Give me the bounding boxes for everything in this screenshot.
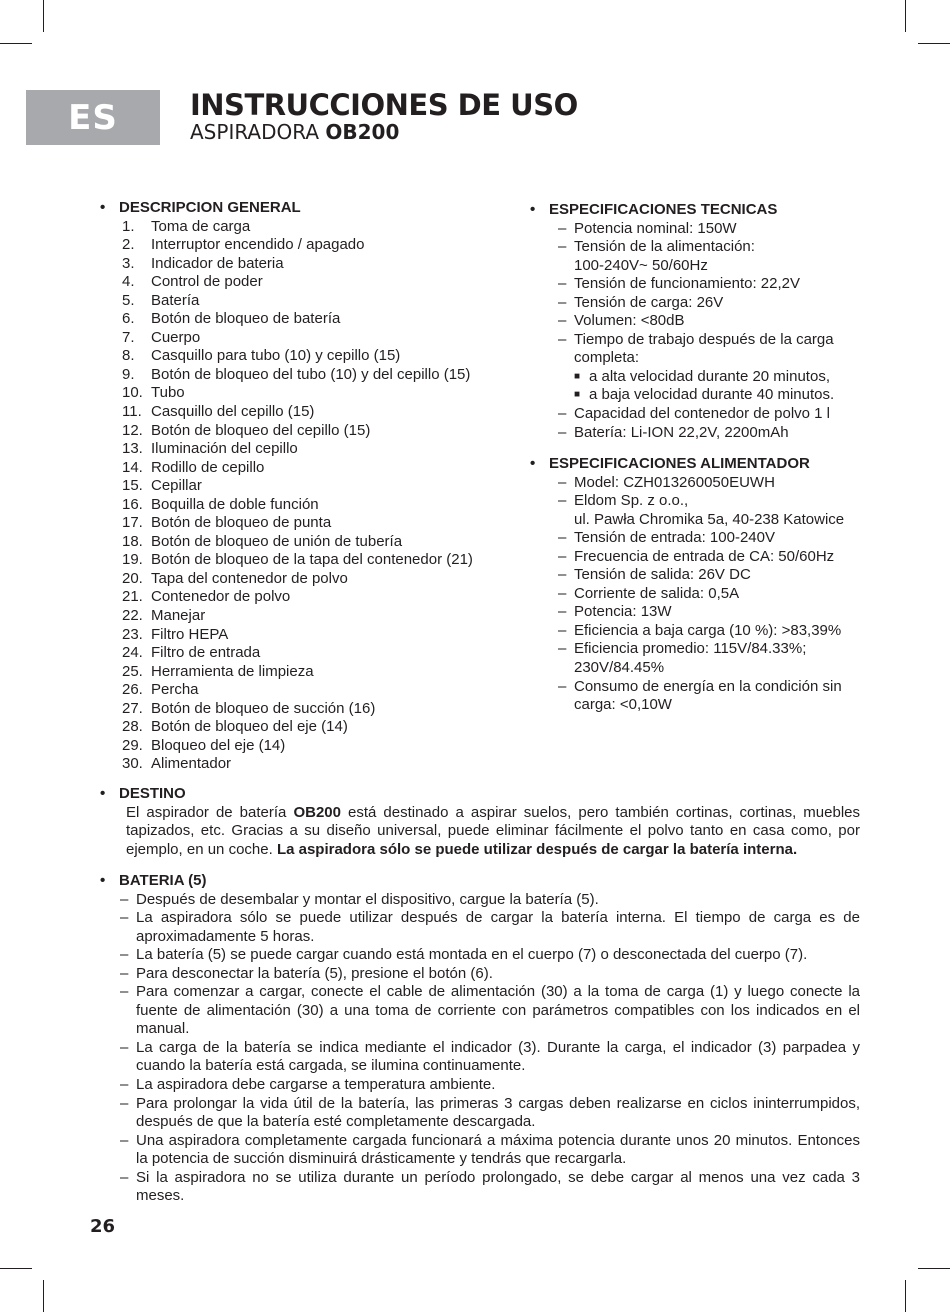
power-supply-heading: • ESPECIFICACIONES ALIMENTADOR bbox=[530, 455, 850, 474]
parts-list-item bbox=[100, 384, 510, 403]
battery-instruction: – Para prolongar la vida útil de la batería, las primeras 3 cargas deben realizarse en ciclos ininterrumpidos, después de que la batería esté completamente descargada. bbox=[120, 1094, 860, 1131]
item-number: 26. bbox=[122, 681, 143, 699]
battery-heading: • BATERIA (5) bbox=[100, 872, 860, 891]
parts-list-item bbox=[100, 644, 510, 663]
item-label: Batería bbox=[151, 291, 200, 309]
item-label: Tubo bbox=[151, 384, 185, 402]
crop-mark-top-right-h bbox=[918, 43, 950, 44]
item-label: Contenedor de polvo bbox=[151, 588, 291, 606]
spec-item: – Tensión de funcionamiento: 22,2V bbox=[558, 275, 800, 293]
spec-subitem: ■ a baja velocidad durante 40 minutos. bbox=[574, 386, 835, 404]
parts-list-item bbox=[100, 422, 510, 441]
item-label: Filtro HEPA bbox=[151, 625, 229, 643]
spec-item: – Batería: Li-ION 22,2V, 2200mAh bbox=[558, 423, 789, 441]
destino-heading: • DESTINO bbox=[100, 785, 860, 804]
subtitle-model: OB200 bbox=[325, 120, 400, 144]
item-label: Botón de bloqueo de punta bbox=[151, 514, 332, 532]
item-label: Control de poder bbox=[151, 273, 263, 291]
square-bullet-icon: ■ bbox=[574, 370, 581, 382]
item-label: Tapa del contenedor de polvo bbox=[151, 569, 348, 587]
spec-item: – Eldom Sp. z o.o., ul. Pawła Chromika 5a, 40-238 Katowice bbox=[558, 492, 845, 528]
spec-item: – Eficiencia a baja carga (10 %): >83,39% bbox=[558, 621, 842, 639]
item-number: 22. bbox=[122, 607, 143, 625]
item-label: Cuerpo bbox=[151, 328, 201, 346]
square-bullet-icon: ■ bbox=[574, 389, 581, 401]
spec-item: – Tensión de salida: 26V DC bbox=[558, 566, 751, 584]
item-number: 18. bbox=[122, 532, 143, 550]
general-description-section bbox=[100, 199, 510, 774]
item-label: Botón de bloqueo del cepillo (15) bbox=[151, 421, 371, 439]
spec-item: – Tiempo de trabajo después de la carga completa: bbox=[558, 330, 834, 367]
parts-list-item bbox=[100, 607, 510, 626]
item-label: Botón de bloqueo de succión (16) bbox=[151, 699, 376, 717]
parts-list-item bbox=[100, 737, 510, 756]
item-label: Indicador de bateria bbox=[151, 254, 284, 272]
spec-item: – Tensión de la alimentación: 100-240V~ 50/60Hz bbox=[558, 238, 755, 274]
parts-list-item bbox=[100, 477, 510, 496]
crop-mark-bottom-right-v bbox=[905, 1280, 906, 1312]
item-label: Filtro de entrada bbox=[151, 644, 261, 662]
item-number: 29. bbox=[122, 736, 143, 754]
general-description-heading: • DESCRIPCION GENERAL bbox=[100, 199, 510, 218]
item-number: 24. bbox=[122, 644, 143, 662]
parts-list-item bbox=[100, 570, 510, 589]
item-label: Botón de bloqueo de unión de tubería bbox=[151, 532, 403, 550]
item-number: 8. bbox=[122, 347, 135, 365]
parts-list-item bbox=[100, 663, 510, 682]
battery-instruction: – La aspiradora sólo se puede utilizar después de cargar la batería interna. El tiempo de carga es de aproximadamente 5 horas. bbox=[120, 909, 860, 945]
crop-mark-top-right-v bbox=[905, 0, 906, 32]
parts-list-item bbox=[100, 514, 510, 533]
item-label: Botón de bloqueo del tubo (10) y del cepillo (15) bbox=[151, 365, 471, 383]
item-number: 27. bbox=[122, 699, 143, 717]
destino-section bbox=[100, 785, 860, 859]
spec-item: – Tensión de entrada: 100-240V bbox=[558, 529, 775, 547]
parts-list-item bbox=[100, 273, 510, 292]
item-label: Botón de bloqueo de batería bbox=[151, 310, 341, 328]
language-badge bbox=[26, 90, 160, 145]
spec-item: – Volumen: <80dB bbox=[558, 312, 685, 330]
page-number: 26 bbox=[90, 1216, 116, 1237]
item-number: 20. bbox=[122, 569, 143, 587]
battery-instruction: – La aspiradora debe cargarse a temperatura ambiente. bbox=[120, 1076, 496, 1094]
item-number: 10. bbox=[122, 384, 143, 402]
item-label: Cepillar bbox=[151, 477, 202, 495]
spec-subitem: ■ a alta velocidad durante 20 minutos, bbox=[574, 367, 830, 385]
item-number: 19. bbox=[122, 551, 143, 569]
spec-item: – Eficiencia promedio: 115V/84.33%; 230V/84.45% bbox=[558, 640, 807, 677]
battery-instruction: – Después de desembalar y montar el dispositivo, cargue la batería (5). bbox=[120, 890, 599, 908]
parts-list-item bbox=[100, 588, 510, 607]
spec-item: – Corriente de salida: 0,5A bbox=[558, 584, 740, 602]
parts-list-item bbox=[100, 533, 510, 552]
item-number: 23. bbox=[122, 625, 143, 643]
subtitle-prefix: ASPIRADORA bbox=[190, 120, 320, 144]
item-label: Botón de bloqueo de la tapa del contenedor (21) bbox=[151, 551, 473, 569]
item-number: 9. bbox=[122, 365, 135, 383]
parts-list-item bbox=[100, 255, 510, 274]
crop-mark-bottom-right-h bbox=[918, 1268, 950, 1269]
page-subtitle bbox=[190, 120, 399, 144]
item-label: Iluminación del cepillo bbox=[151, 440, 298, 458]
item-number: 25. bbox=[122, 662, 143, 680]
item-number: 12. bbox=[122, 421, 143, 439]
item-label: Boquilla de doble función bbox=[151, 495, 319, 513]
item-label: Herramienta de limpieza bbox=[151, 662, 314, 680]
parts-list-item bbox=[100, 329, 510, 348]
item-label: Botón de bloqueo del eje (14) bbox=[151, 718, 348, 736]
parts-list-item bbox=[100, 218, 510, 237]
parts-list-item bbox=[100, 403, 510, 422]
language-code: ES bbox=[68, 97, 118, 138]
item-number: 16. bbox=[122, 495, 143, 513]
parts-list-item bbox=[100, 718, 510, 737]
parts-list-item bbox=[100, 236, 510, 255]
item-number: 17. bbox=[122, 514, 143, 532]
battery-instruction: – Para comenzar a cargar, conecte el cable de alimentación (30) a la toma de carga (1) y luego conecte la fuente de alimentación (30) a una toma de corriente con parámetros compatibles con los indicados en el manual. bbox=[120, 983, 860, 1038]
crop-mark-top-left-h bbox=[0, 43, 32, 44]
item-number: 21. bbox=[122, 588, 143, 606]
item-label: Toma de carga bbox=[151, 217, 251, 235]
battery-instruction: – La batería (5) se puede cargar cuando está montada en el cuerpo (7) o desconectada del cuerpo (7). bbox=[120, 946, 808, 964]
item-number: 7. bbox=[122, 328, 135, 346]
spec-item: – Consumo de energía en la condición sin carga: <0,10W bbox=[558, 677, 842, 714]
item-label: Rodillo de cepillo bbox=[151, 458, 265, 476]
parts-list-item bbox=[100, 496, 510, 515]
parts-list-item bbox=[100, 292, 510, 311]
item-number: 2. bbox=[122, 236, 135, 254]
item-number: 1. bbox=[122, 217, 135, 235]
item-number: 14. bbox=[122, 458, 143, 476]
item-label: Casquillo para tubo (10) y cepillo (15) bbox=[151, 347, 401, 365]
battery-section bbox=[100, 872, 860, 1206]
crop-mark-bottom-left-h bbox=[0, 1268, 32, 1269]
parts-list-item bbox=[100, 347, 510, 366]
tech-specs-section bbox=[530, 201, 850, 442]
battery-instruction: – La carga de la batería se indica mediante el indicador (3). Durante la carga, el indicador (3) parpadea y cuando la batería está cargada, se ilumina continuamente. bbox=[120, 1038, 860, 1075]
parts-list-item bbox=[100, 459, 510, 478]
parts-list-item bbox=[100, 366, 510, 385]
item-number: 5. bbox=[122, 291, 135, 309]
parts-list-item bbox=[100, 626, 510, 645]
battery-instruction: – Una aspiradora completamente cargada funcionará a máxima potencia durante unos 20 minutos. Entonces la potencia de succión disminuirá drásticamente y tendrás que recargarla. bbox=[120, 1131, 860, 1168]
spec-item: – Capacidad del contenedor de polvo 1 l bbox=[558, 405, 831, 423]
crop-mark-bottom-left-v bbox=[43, 1280, 44, 1312]
parts-list-item bbox=[100, 681, 510, 700]
item-number: 6. bbox=[122, 310, 135, 328]
parts-list bbox=[100, 218, 510, 774]
item-label: Manejar bbox=[151, 607, 206, 625]
spec-item: – Potencia nominal: 150W bbox=[558, 219, 737, 237]
battery-instruction: – Si la aspiradora no se utiliza durante un período prolongado, se debe cargar al menos una vez cada 3 meses. bbox=[120, 1168, 860, 1205]
item-label: Interruptor encendido / apagado bbox=[151, 236, 365, 254]
item-label: Bloqueo del eje (14) bbox=[151, 736, 286, 754]
spec-item: – Frecuencia de entrada de CA: 50/60Hz bbox=[558, 547, 835, 565]
parts-list-item bbox=[100, 700, 510, 719]
parts-list-item bbox=[100, 755, 510, 774]
tech-specs-heading: • ESPECIFICACIONES TECNICAS bbox=[530, 201, 850, 220]
parts-list-item bbox=[100, 440, 510, 459]
parts-list-item bbox=[100, 551, 510, 570]
item-number: 15. bbox=[122, 477, 143, 495]
destino-paragraph: El aspirador de batería OB200 está destinado a aspirar suelos, pero también cortinas, cortinas, muebles tapizados, etc. Gracias a su diseño universal, puede eliminar fácilmente el polvo tanto en casa como, por ejemplo, en un coche. La aspiradora sólo se puede utilizar después de cargar la batería interna. bbox=[126, 803, 860, 858]
item-label: Percha bbox=[151, 681, 199, 699]
item-number: 13. bbox=[122, 440, 143, 458]
item-label: Casquillo del cepillo (15) bbox=[151, 403, 315, 421]
item-number: 4. bbox=[122, 273, 135, 291]
page-title: INSTRUCCIONES DE USO bbox=[190, 88, 578, 122]
spec-item: – Tensión de carga: 26V bbox=[558, 293, 724, 311]
item-number: 3. bbox=[122, 254, 135, 272]
item-label: Alimentador bbox=[151, 755, 232, 773]
item-number: 28. bbox=[122, 718, 143, 736]
battery-instructions-list bbox=[100, 891, 860, 1206]
spec-item: – Potencia: 13W bbox=[558, 603, 672, 621]
battery-instruction: – Para desconectar la batería (5), presione el botón (6). bbox=[120, 964, 493, 982]
parts-list-item bbox=[100, 310, 510, 329]
item-number: 30. bbox=[122, 755, 143, 773]
power-supply-section bbox=[530, 455, 850, 715]
spec-item: – Model: CZH013260050EUWH bbox=[558, 473, 775, 491]
crop-mark-top-left-v bbox=[43, 0, 44, 32]
item-number: 11. bbox=[122, 403, 142, 421]
